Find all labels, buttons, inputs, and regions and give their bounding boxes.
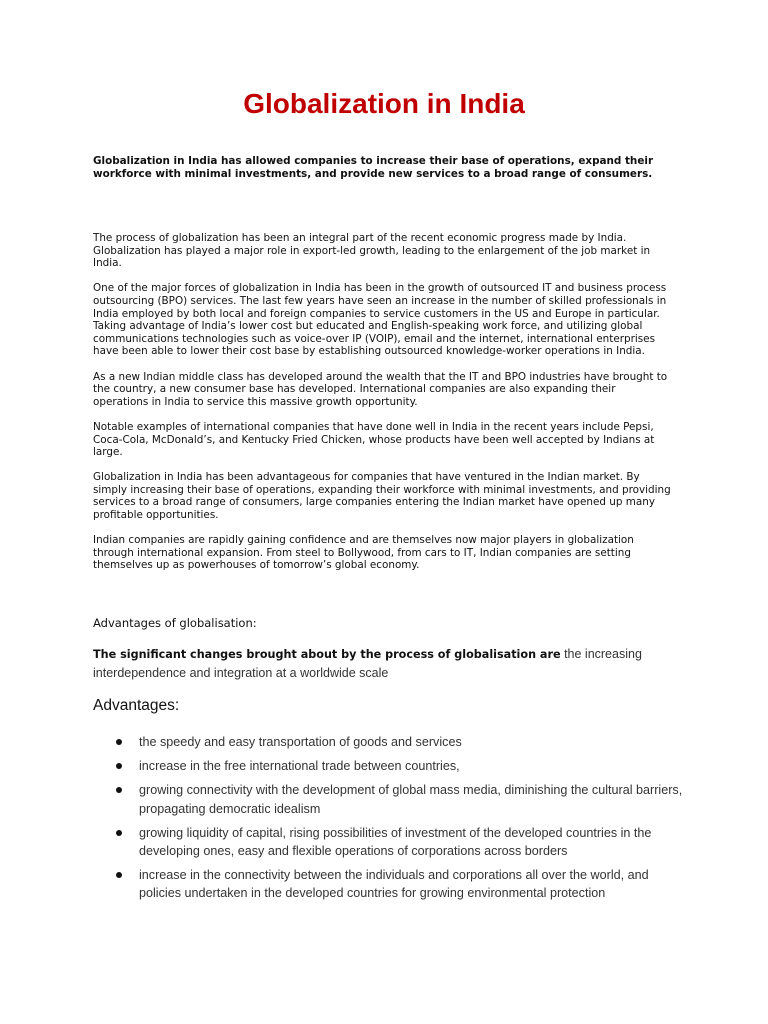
bullet-icon: [116, 830, 122, 836]
list-item: [93, 733, 683, 751]
lead-paragraph: Globalization in India has allowed companies to increase their base of operations, expand their workforce with minimal investments, and provide new services to a broad range of consumers.: [93, 155, 654, 180]
paragraph: Globalization in India has been advantageous for companies that have ventured in the Indian market. By simply increasing their base of operations, expanding their workforce with minimal investments, and providing services to a broad range of consumers, large companies entering the Indian market have opened up many profitable opportunities.: [93, 471, 671, 522]
advantages-list: [93, 733, 683, 909]
bullet-icon: [116, 787, 122, 793]
list-item-text: growing liquidity of capital, rising possibilities of investment of the developed countries in the developing ones, easy and flexible operations of corporations across borders: [139, 825, 652, 859]
list-item: [93, 757, 683, 775]
paragraph: As a new Indian middle class has developed around the wealth that the IT and BPO industries have brought to the country, a new consumer base has developed. International companies are also expanding their operations in India to service this massive growth opportunity.: [93, 370, 668, 408]
list-item: [93, 781, 683, 817]
list-item-text: the speedy and easy transportation of goods and services: [139, 735, 462, 749]
bullet-icon: [116, 872, 122, 878]
body-text: [93, 232, 673, 585]
significant-changes-text: [93, 645, 653, 682]
page-title: Globalization in India: [243, 88, 525, 119]
list-item: [93, 824, 683, 860]
list-item-text: increase in the free international trade between countries,: [139, 759, 460, 774]
paragraph: Notable examples of international companies that have done well in India in the recent years include Pepsi, Coca-Cola, McDonald’s, and Kentucky Fried Chicken, whose products have been well accepted by Indians at large.: [93, 420, 655, 459]
paragraph: One of the major forces of globalization in India has been in the growth of outsourced IT and business process outsourcing (BPO) services. The last few years have seen an increase in the number of skilled professionals in India employed by both local and foreign companies to service customers in the US and Europe in particular. Taking advantage of India’s lower cost but educated and English-speaking work force, and utilizing global communications technologies such as voice-over IP (VOIP), email and the internet, international enterprises have been able to lower their cost base by establishing outsourced knowledge-worker operations in India.: [93, 282, 667, 358]
paragraph: Indian companies are rapidly gaining confidence and are themselves now major players in globalization through international expansion. From steel to Bollywood, from cars to IT, Indian companies are setting themselves up as powerhouses of tomorrow’s global economy.: [93, 534, 634, 572]
bullet-icon: [116, 763, 122, 769]
paragraph: The process of globalization has been an integral part of the recent economic progress made by India. Globalization has played a major role in export-led growth, leading to the enlargement of the job market in India.: [93, 232, 651, 270]
advantages-title: Advantages:: [93, 697, 180, 714]
bullet-icon: [116, 739, 122, 745]
significant-changes-rest: the increasing interdependence and integration at a worldwide scale: [93, 647, 642, 680]
significant-changes-bold: The significant changes brought about by the process of globalisation are: [93, 648, 561, 661]
list-item-text: increase in the connectivity between the individuals and corporations all over the world, and policies undertaken in the developed countries for growing environmental protection: [139, 868, 649, 901]
list-item-text: growing connectivity with the development of global mass media, diminishing the cultural barriers, propagating democratic idealism: [139, 783, 683, 816]
list-item: [93, 866, 683, 902]
advantages-heading: Advantages of globalisation:: [93, 616, 257, 630]
